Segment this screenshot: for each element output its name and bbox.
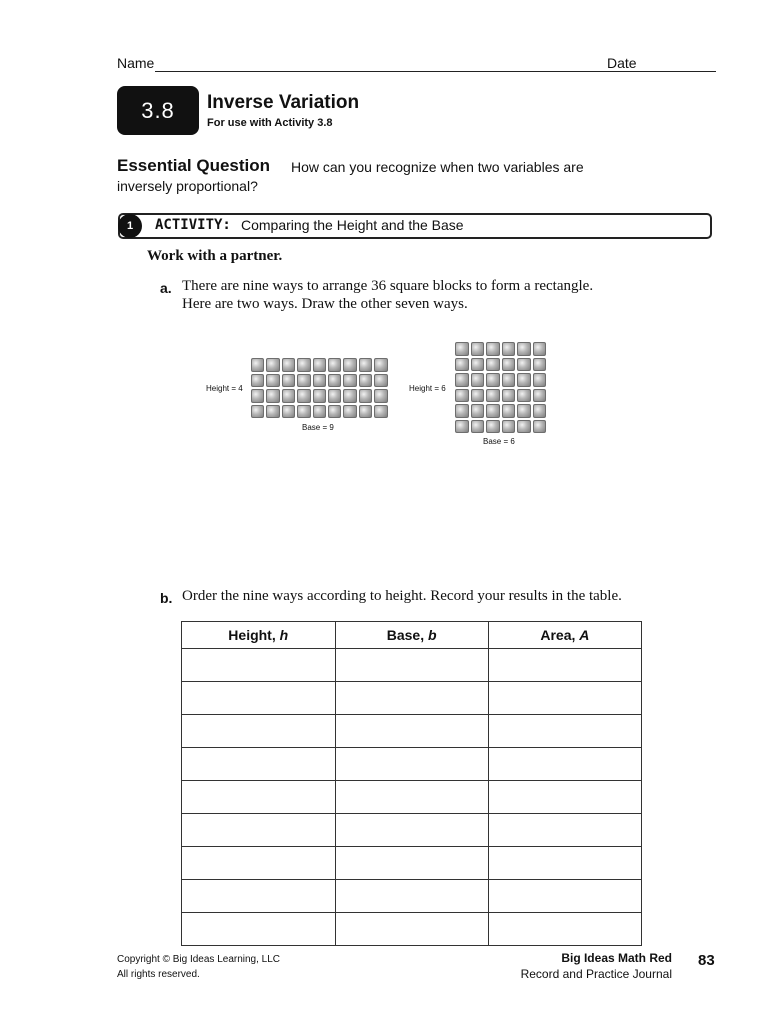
essential-question-text-line2: inversely proportional?: [117, 178, 258, 194]
table-row: [182, 880, 642, 913]
square-block: [297, 405, 310, 419]
height-answer-cell[interactable]: [182, 682, 336, 715]
square-block: [282, 374, 295, 388]
square-block: [502, 404, 516, 418]
base-answer-cell[interactable]: [335, 649, 488, 682]
square-block: [455, 404, 469, 418]
area-answer-cell[interactable]: [488, 847, 641, 880]
part-b-line1: Order the nine ways according to height. Record your results in the table.: [182, 588, 622, 604]
square-block: [517, 358, 531, 372]
square-block: [533, 373, 547, 387]
square-block: [533, 342, 547, 356]
base-answer-cell[interactable]: [335, 913, 488, 946]
square-block: [266, 358, 279, 372]
square-block: [471, 373, 485, 387]
square-block: [343, 358, 356, 372]
part-a-line2: Here are two ways. Draw the other seven ways.: [182, 296, 468, 312]
square-block: [282, 389, 295, 403]
square-block: [266, 405, 279, 419]
square-block: [343, 374, 356, 388]
area-answer-cell[interactable]: [488, 649, 641, 682]
base-answer-cell[interactable]: [335, 748, 488, 781]
square-block: [486, 373, 500, 387]
base-answer-cell[interactable]: [335, 847, 488, 880]
square-block: [455, 358, 469, 372]
square-block: [486, 342, 500, 356]
height-answer-cell[interactable]: [182, 781, 336, 814]
square-block: [455, 373, 469, 387]
square-block: [251, 389, 264, 403]
square-block: [359, 389, 372, 403]
height-answer-cell[interactable]: [182, 748, 336, 781]
table-header-row: [182, 622, 642, 649]
square-block: [328, 358, 341, 372]
book-title: Big Ideas Math Red: [561, 951, 672, 965]
height-column-header: Height, h: [182, 622, 336, 649]
square-block: [517, 389, 531, 403]
part-b-letter: b.: [160, 590, 173, 606]
square-block: [486, 420, 500, 434]
table-row: [182, 781, 642, 814]
height-answer-cell[interactable]: [182, 913, 336, 946]
base-answer-cell[interactable]: [335, 781, 488, 814]
square-block: [502, 373, 516, 387]
square-block: [251, 374, 264, 388]
square-block: [251, 405, 264, 419]
base-column-header: Base, b: [335, 622, 488, 649]
area-answer-cell[interactable]: [488, 913, 641, 946]
square-block: [517, 404, 531, 418]
essential-question-text-line1: How can you recognize when two variables are: [291, 159, 584, 175]
square-block: [251, 358, 264, 372]
essential-question-heading: Essential Question: [117, 156, 271, 175]
square-block: [486, 389, 500, 403]
lesson-title: Inverse Variation: [207, 92, 360, 113]
figure2-height-label: Height = 6: [409, 384, 446, 393]
square-block: [359, 405, 372, 419]
table-row: [182, 814, 642, 847]
square-block: [328, 374, 341, 388]
square-block: [517, 342, 531, 356]
square-block: [297, 374, 310, 388]
square-block: [359, 374, 372, 388]
square-block: [282, 358, 295, 372]
square-block: [517, 373, 531, 387]
height-answer-cell[interactable]: [182, 880, 336, 913]
square-block: [486, 404, 500, 418]
activity-title: Comparing the Height and the Base: [241, 217, 464, 233]
table-row: [182, 913, 642, 946]
square-block: [471, 389, 485, 403]
rights-line: All rights reserved.: [117, 969, 200, 980]
square-block: [313, 374, 326, 388]
square-block: [374, 374, 387, 388]
square-block: [282, 405, 295, 419]
square-block: [266, 389, 279, 403]
square-block: [297, 358, 310, 372]
name-date-row: [117, 55, 717, 75]
square-block: [517, 420, 531, 434]
table-row: [182, 715, 642, 748]
square-block: [533, 420, 547, 434]
page-number: 83: [698, 952, 715, 969]
square-block: [533, 404, 547, 418]
square-block: [343, 389, 356, 403]
square-block: [313, 389, 326, 403]
book-subtitle: Record and Practice Journal: [520, 967, 672, 981]
square-block: [533, 358, 547, 372]
base-answer-cell[interactable]: [335, 880, 488, 913]
square-block: [502, 342, 516, 356]
square-block: [502, 389, 516, 403]
figure2-base-label: Base = 6: [483, 437, 515, 446]
part-a-letter: a.: [160, 280, 172, 296]
table-row: [182, 748, 642, 781]
name-label: Name: [117, 55, 155, 71]
area-answer-cell[interactable]: [488, 781, 641, 814]
results-table: [181, 621, 642, 946]
date-label: Date: [607, 55, 637, 71]
square-block: [374, 389, 387, 403]
area-answer-cell[interactable]: [488, 814, 641, 847]
figure1-height-label: Height = 4: [206, 384, 243, 393]
square-block: [313, 405, 326, 419]
square-block: [533, 389, 547, 403]
square-block: [455, 420, 469, 434]
square-block: [502, 358, 516, 372]
figure1-base-label: Base = 9: [302, 423, 334, 432]
copyright-line: Copyright © Big Ideas Learning, LLC: [117, 954, 281, 965]
square-block: [374, 358, 387, 372]
height-answer-cell[interactable]: [182, 715, 336, 748]
square-block: [359, 358, 372, 372]
square-block: [455, 389, 469, 403]
partner-instruction: Work with a partner.: [147, 248, 283, 264]
base-answer-cell[interactable]: [335, 814, 488, 847]
square-block: [471, 420, 485, 434]
area-answer-cell[interactable]: [488, 715, 641, 748]
square-block: [502, 420, 516, 434]
date-field-line[interactable]: [638, 71, 716, 72]
square-block: [486, 358, 500, 372]
lesson-number-badge: 3.8: [117, 86, 199, 135]
height-answer-cell[interactable]: [182, 649, 336, 682]
height-answer-cell[interactable]: [182, 847, 336, 880]
area-answer-cell[interactable]: [488, 748, 641, 781]
base-answer-cell[interactable]: [335, 715, 488, 748]
block-rectangle-6x6: [455, 342, 546, 433]
table-row: [182, 682, 642, 715]
area-column-header: Area, A: [488, 622, 641, 649]
square-block: [374, 405, 387, 419]
square-block: [455, 342, 469, 356]
activity-number-badge: 1: [118, 214, 142, 238]
square-block: [297, 389, 310, 403]
name-field-line[interactable]: [155, 71, 710, 72]
area-answer-cell[interactable]: [488, 880, 641, 913]
lesson-subtitle: For use with Activity 3.8: [207, 117, 333, 129]
square-block: [313, 358, 326, 372]
square-block: [343, 405, 356, 419]
square-block: [471, 404, 485, 418]
table-row: [182, 847, 642, 880]
square-block: [471, 358, 485, 372]
square-block: [328, 389, 341, 403]
square-block: [328, 405, 341, 419]
part-a-line1: There are nine ways to arrange 36 square blocks to form a rectangle.: [182, 278, 594, 294]
table-row: [182, 649, 642, 682]
activity-label: ACTIVITY:: [155, 217, 231, 233]
square-block: [266, 374, 279, 388]
base-answer-cell[interactable]: [335, 682, 488, 715]
area-answer-cell[interactable]: [488, 682, 641, 715]
square-block: [471, 342, 485, 356]
block-rectangle-4x9: [251, 358, 388, 418]
height-answer-cell[interactable]: [182, 814, 336, 847]
